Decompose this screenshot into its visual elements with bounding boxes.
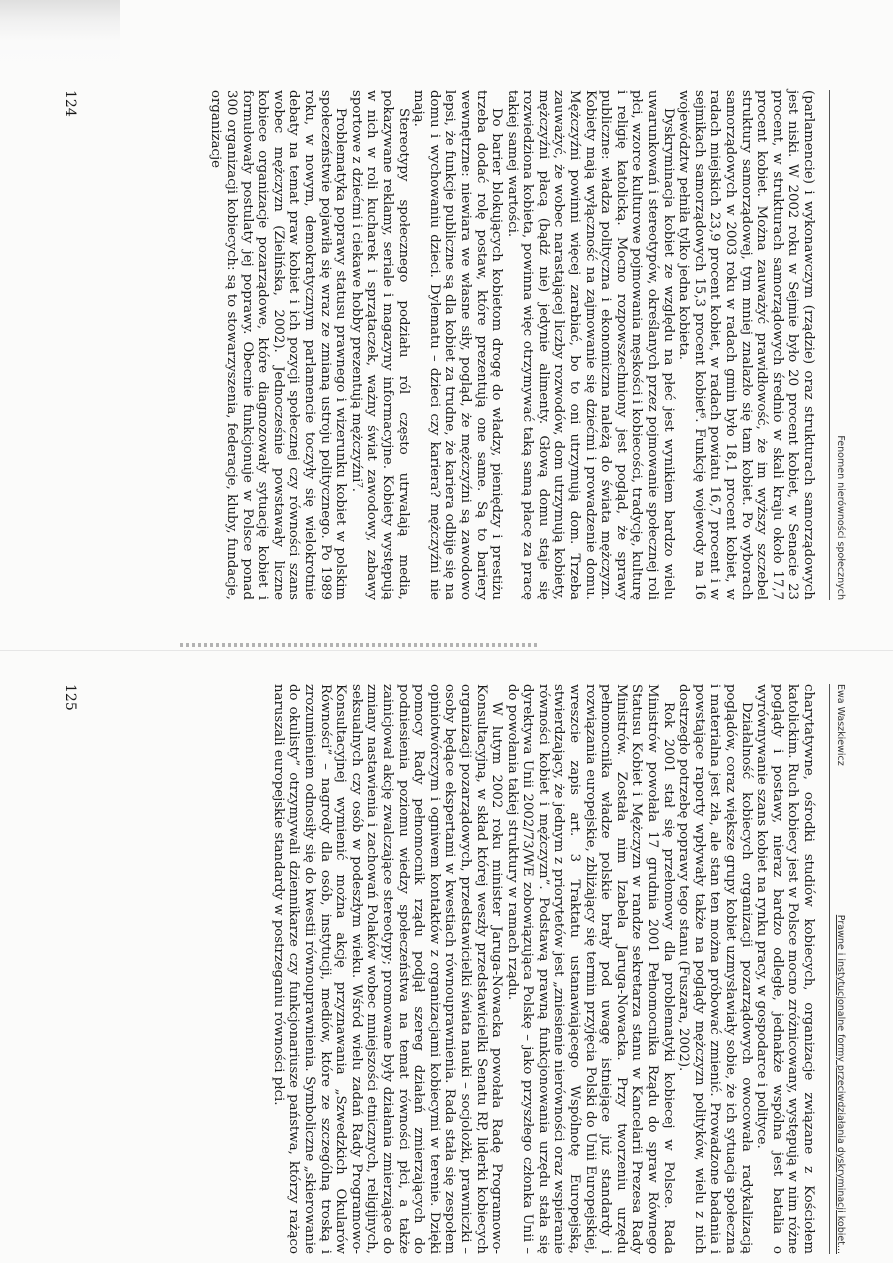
- paragraph: (parlamencie) i wykonawczym (rządzie) oraz strukturach samorządowych jest niski. W 2002 roku w Sejmie było 20 procent kobiet, w Senacie 23 procent, w strukturach samorządowych średnio w skali kraju około 17,7 procent kobiet. Można zauważyć prawidłowość, że im wyższy szczebel struktury samorządowej, tym mniej znalazło się tam kobiet. Po wyborach samorządowych w 2003 roku w radach gmin było 18,1 procent kobiet, w radach miejskich 23,9 procent kobiet, w radach powiatu 16,7 procent i w sejmikach samorządowych 15,3 procent kobiet⁶. Funkcję wojewody na 16 województw pełniła tylko jedna kobieta.: [676, 90, 816, 600]
- scan-smudge: [0, 0, 120, 70]
- running-head: [829, 684, 848, 1254]
- page-body: [208, 90, 816, 600]
- page-body: [270, 684, 816, 1254]
- paragraph: Problematyka poprawy statusu prawnego i wizerunku kobiet w polskim społeczeństwie pojawiła się wraz ze zmianą ustroju politycznego. Po 1989 roku, w nowym, demokratycznym parlamencie toczyły się wielokrotnie debaty na temat praw kobiet i ich pozycji społecznej czy równości szans wobec mężczyzn (Zielińska, 2002). Jednocześnie powstawały liczne kobiece organizacje pozarządowe, które diagnozowały sytuację kobiet i formułowały postulaty jej poprawy. Obecnie funkcjonuje w Polsce ponad 300 organizacji kobiecych: są to stowarzyszenia, federacje, kluby, fundacje, organizacje: [208, 90, 349, 600]
- page-fold: [0, 650, 893, 651]
- paragraph: Działalność kobiecych organizacji pozarządowych owocowała radykalizacją poglądów, coraz większe grupy kobiet uzmysławiały sobie, że ich sytuacja społeczna i materialna jest zła, ale stan ten można próbować zmienić. Prowadzone badania i powstające raporty wpływały także na poglądy mężczyzn polityków, wielu z nich dostrzegło potrzebę poprawy tego stanu (Fuszara, 2002).: [676, 684, 754, 1254]
- page-number: 125: [62, 684, 78, 711]
- page-125: [48, 684, 848, 1254]
- paragraph: W lutym 2002 roku minister Jaruga-Nowacka powołała Radę Programowo-Konsultacyjną, w skład której weszły przedstawicielki Senatu RP, liderki kobiecych organizacji pozarządowych, przedstawicielki świata nauki – socjolożki, prawniczki – osoby będące ekspertami w kwestiach równouprawnienia. Rada stała się zespołem opiniotwórczym i ogniwem kontaktów z organizacjami kobiecymi w terenie. Dzięki pomocy Rady pełnomocnik rządu podjął szereg działań zmierzających do podniesienia poziomu wiedzy społeczeństwa na temat równości płci, a także zainicjował akcję zwalczające stereotypy; promowane były działania zmierzające do zmiany nastawienia i zachowań Polaków wobec mniejszości etnicznych, religijnych, seksualnych czy osób w podeszłym wieku. Wśród wielu zadań Rady Programowo-Konsultacyjnej wymienić można akcję przyznawania „Szwedzkich Okularów Równości” – nagrody dla osób, instytucji, mediów, które ze szczególną troską i zrozumieniem odnosiły się do kwestii równouprawnienia. Symboliczne „skierowanie do okulisty” otrzymywali dziennikarze czy funkcjonariusze państwa, którzy rażąco naruszali europejskie standardy w postrzeganiu równości płci.: [270, 684, 505, 1254]
- page-number: 124: [62, 90, 78, 117]
- paragraph: Do barier blokujących kobietom drogę do władzy, pieniędzy i prestiżu trzeba dodać rolę postaw, które prezentują one same. Są to bariery wewnętrzne: niewiara we własne siły, pogląd, że mężczyźni są zawodowo lepsi, że funkcje publiczne są dla kobiet za trudne, że kariera odbije się na domu i wychowaniu dzieci. Dylematu – dzieci czy kariera? mężczyźni nie mają.: [411, 90, 505, 600]
- paragraph: Stereotypy społecznego podziału ról często utrwalają media, pokazywane reklamy, seriale i magazyny informacyjne. Kobiety występują w nich w roli kucharek i sprzątaczek, ważny świat zawodowy, zabawy sportowe z dziećmi i ciekawe hobby prezentują mężczyźni⁷.: [348, 90, 411, 600]
- page-124: [48, 90, 848, 600]
- paragraph: charytatywne, ośrodki studiów kobiecych, organizacje związane z Kościołem katolickim. Ruch kobiecy jest w Polsce mocno zróżnicowany, występują w nim różne poglądy i postawy, nieraz bardzo odległe, jednakże wspólna jest batalia o wyrównywanie szans kobiet na rynku pracy, w gospodarce i polityce.: [754, 684, 816, 1254]
- paragraph: Dyskryminacja kobiet ze względu na płeć jest wynikiem bardzo wielu uwarunkowań i stereotypów, określanych przez pojmowanie społecznej roli płci, wzorce kulturowe pojmowania męskości i kobiecości, tradycję, kulturę i religię katolicką. Mocno rozpowszechniony jest pogląd, że sprawy publiczne: władza polityczna i ekonomiczna należą do świata mężczyzn. Kobiety mają wyłączność na zajmowanie się dziećmi i prowadzenie domu. Mężczyźni powinni więcej zarabiać, bo to oni utrzymują dom. Trzeba zauważyć, że wobec narastającej liczby rozwodów, dom utrzymują kobiety, mężczyźni płacą (bądź nie) jedynie alimenty. Głową domu staje się rozwiedziona kobieta, powinna więc otrzymywać taką samą płacę za pracę takiej samej wartości.: [504, 90, 676, 600]
- running-head: [829, 90, 848, 600]
- running-head-title: Prawne i instytucjonalne formy przeciwdziałania dyskryminacji kobiet...: [835, 914, 846, 1254]
- scan-artifact-line: [180, 643, 540, 647]
- running-head-title: Fenomen nierówności społecznych: [835, 435, 846, 600]
- paragraph: Rok 2001 stał się przełomowy dla problematyki kobiecej w Polsce. Rada Ministrów powołała 17 grudnia 2001 Pełnomocnika Rządu do spraw Równego Statusu Kobiet i Mężczyzn w randze sekretarza stanu w Kancelarii Prezesa Rady Ministrów. Została nim Izabela Jaruga-Nowacka. Przy tworzeniu urzędu pełnomocnika władze polskie brały pod uwagę istniejące już standardy i rozwiązania europejskie, zbliżający się termin przyjęcia Polski do Unii Europejskiej, wreszcie zapis art. 3 Traktatu ustanawiającego Wspólnotę Europejską, stwierdzający, że jednym z priorytetów jest „zniesienie nierówności oraz wspieranie równości kobiet i mężczyzn”. Podstawą prawną funkcjonowania urzędu stała się dyrektywa Unii 2002/73/WE zobowiązująca Polskę – jako przyszłego członka Unii – do powołania takiej struktury w ramach rządu.: [504, 684, 676, 1254]
- running-head-author: Ewa Waszkiewicz: [835, 684, 846, 766]
